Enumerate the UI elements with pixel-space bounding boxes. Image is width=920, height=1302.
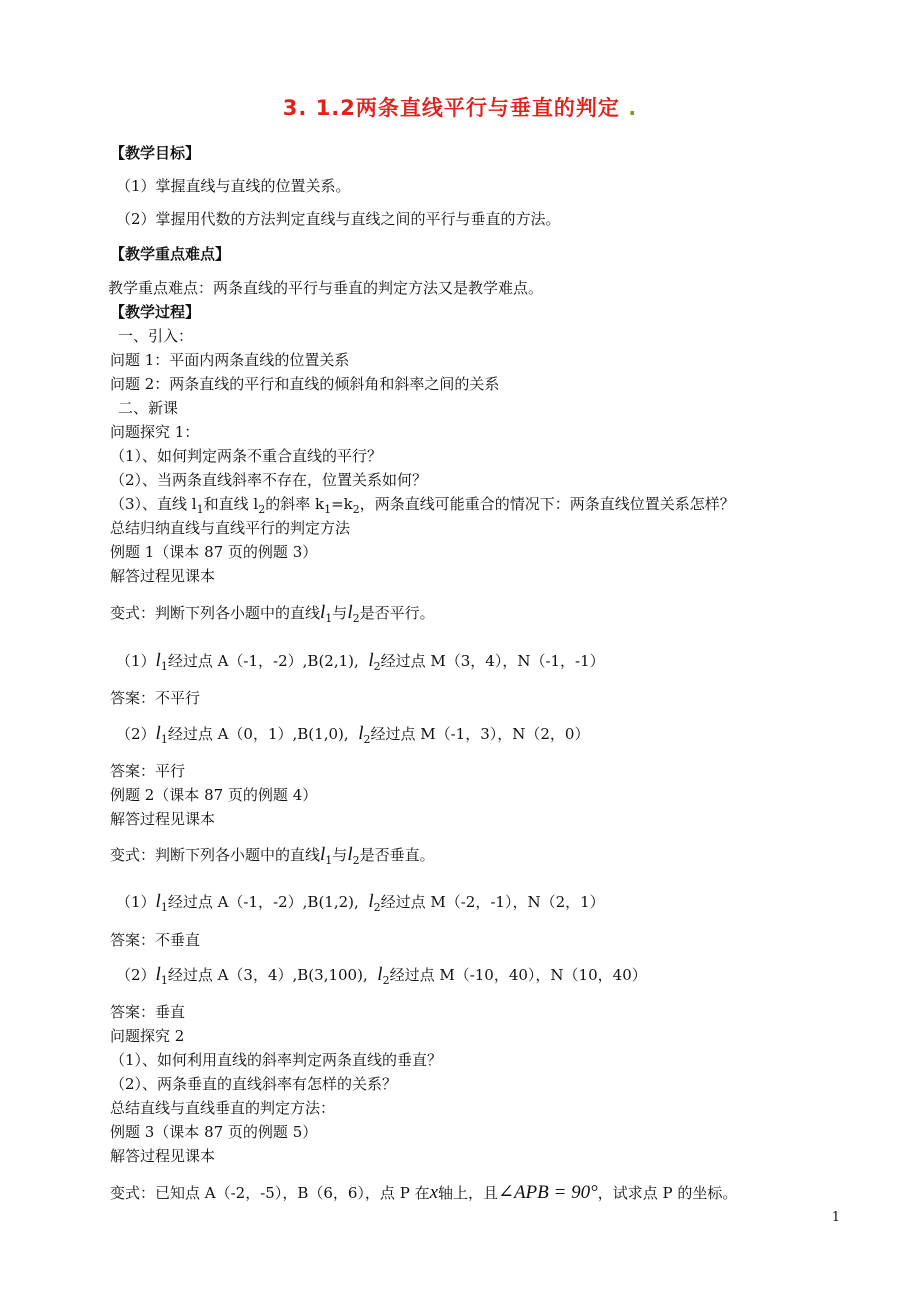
- example-3-solution: 解答过程见课本: [110, 1147, 216, 1165]
- example-1: 例题 1（课本 87 页的例题 3）: [110, 543, 318, 561]
- example-3: 例题 3（课本 87 页的例题 5）: [110, 1123, 318, 1141]
- explore-1-item-1: （1）、如何判定两条不重合直线的平行？: [110, 447, 383, 465]
- variant-1-part-2: $(2)l_1$经过点 A（0，1）,B(1,0), $l_2$经过点 M（-1，3），N（2，0）: [116, 723, 590, 746]
- explore-2-item-2: （2）、两条垂直的直线斜率有怎样的关系？: [110, 1075, 398, 1093]
- explore-1-item-2: （2）、当两条直线斜率不存在，位置关系如何？: [110, 471, 428, 489]
- answer-1: 答案：不平行: [110, 689, 201, 707]
- key-heading: 【教学重点难点】: [110, 245, 231, 263]
- explore-1-item-3: （3）、直线 $l_1$和直线 $l_2$的斜率 $k_1=k_2$，两条直线可能重合的情况下：两条直线位置关系怎样？: [110, 495, 735, 516]
- new-course: 二、新课: [118, 399, 179, 417]
- key-text: 教学重点难点：两条直线的平行与垂直的判定方法又是教学难点。: [108, 279, 544, 297]
- answer-2: 答案：平行: [110, 762, 186, 780]
- variant-2-part-1: $(1)l_1$经过点 A（-1，-2）,B(1,2), $l_2$经过点 M（-2，-1），N（2，1）: [116, 891, 605, 914]
- variant-2: 变式：判断下列各小题中的直线$l_1$与$l_2$是否垂直。: [110, 844, 435, 867]
- goal-2: （2）掌握用代数的方法判定直线与直线之间的平行与垂直的方法。: [116, 210, 561, 228]
- answer-4: 答案：垂直: [110, 1003, 186, 1021]
- explore-1: 问题探究 1：: [110, 423, 200, 441]
- summary-1: 总结归纳直线与直线平行的判定方法: [110, 519, 351, 537]
- explore-2: 问题探究 2: [110, 1027, 185, 1045]
- variant-2-part-2: $(2)l_1$经过点 A（3，4）,B(3,100), $l_2$经过点 M（-10，40），N（10，40）: [116, 964, 647, 987]
- answer-3: 答案：不垂直: [110, 931, 201, 949]
- summary-2: 总结直线与直线垂直的判定方法：: [110, 1099, 336, 1117]
- goal-1: （1）掌握直线与直线的位置关系。: [116, 177, 351, 195]
- example-1-solution: 解答过程见课本: [110, 567, 216, 585]
- title-dot: .: [628, 96, 638, 120]
- question-2: 问题 2：两条直线的平行和直线的倾斜角和斜率之间的关系: [110, 375, 500, 393]
- example-2: 例题 2（课本 87 页的例题 4）: [110, 786, 318, 804]
- page-title: 3. 1.2两条直线平行与垂直的判定 .: [282, 96, 638, 120]
- variant-3: 变式：已知点 A（-2，-5），B（6，6），点 P 在x轴上，且∠APB = 90°，试求点 P 的坐标。: [110, 1182, 738, 1203]
- goal-heading: 【教学目标】: [110, 144, 201, 162]
- question-1: 问题 1：平面内两条直线的位置关系: [110, 351, 350, 369]
- process-heading: 【教学过程】: [110, 303, 201, 321]
- page-number: 1: [831, 1210, 840, 1225]
- example-2-solution: 解答过程见课本: [110, 810, 216, 828]
- explore-2-item-1: （1）、如何利用直线的斜率判定两条直线的垂直？: [110, 1051, 443, 1069]
- variant-1-part-1: $(1)l_1$经过点 A（-1，-2）,B(2,1), $l_2$经过点 M（3，4），N（-1，-1）: [116, 650, 605, 673]
- variant-1: 变式：判断下列各小题中的直线$l_1$与$l_2$是否平行。: [110, 602, 435, 625]
- intro: 一、引入：: [118, 327, 194, 345]
